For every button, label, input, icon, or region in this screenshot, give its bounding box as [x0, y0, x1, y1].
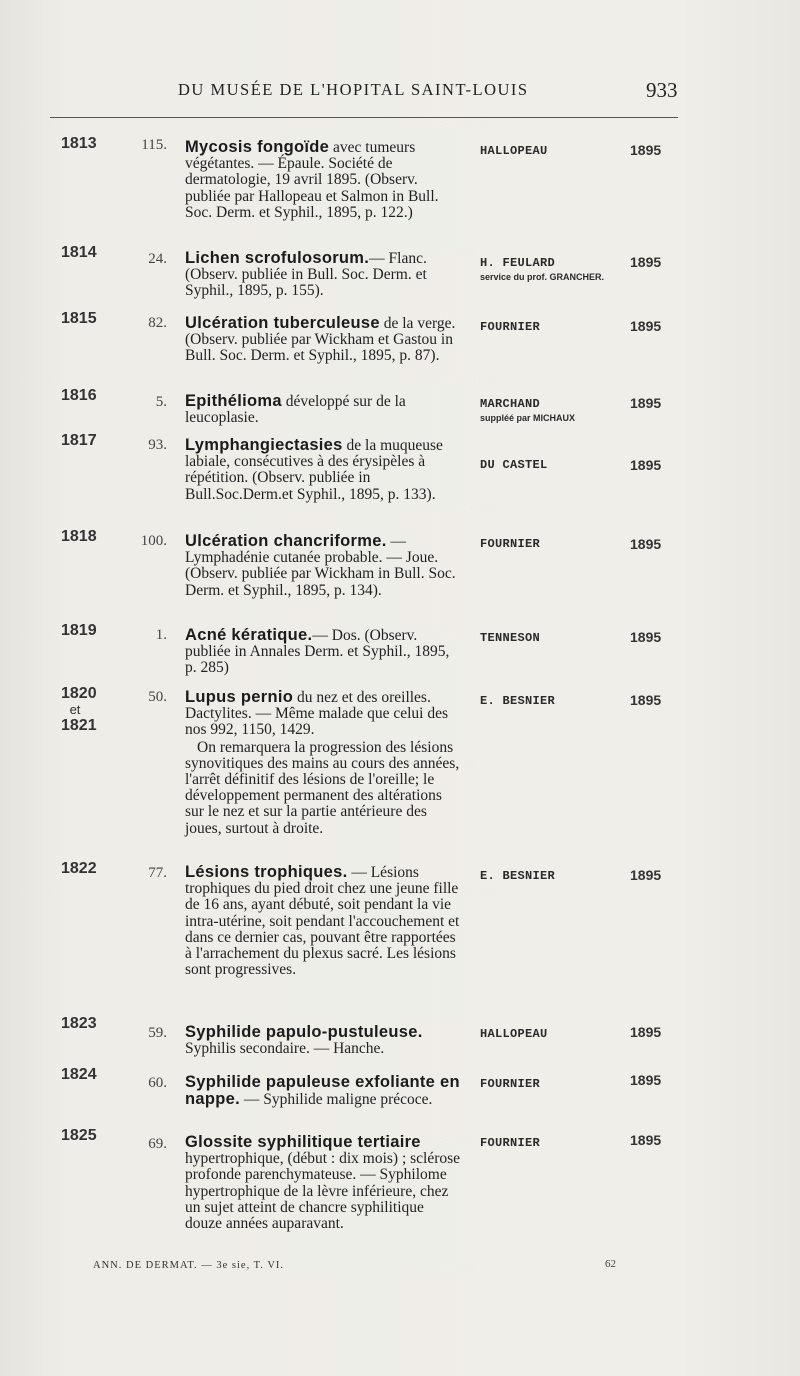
entry-author: TENNESON — [480, 631, 541, 645]
entry-author-name: H. FEULARD — [480, 256, 556, 270]
entry-title: Epithélioma — [185, 392, 282, 410]
entry-author: FOURNIER — [480, 1077, 541, 1091]
entry-author-note: suppléé par MICHAUX — [480, 413, 576, 423]
entry-number: 60. — [148, 1075, 167, 1091]
entry-number: 69. — [148, 1136, 167, 1152]
running-head: DU MUSÉE DE L'HOPITAL SAINT-LOUIS — [178, 80, 529, 99]
entry-body: hypertrophique, (début : dix mois) ; sclérose profonde parenchymateuse. — Syphilome hypertrophique de la lèvre inférieure, chez un sujet atteint de chancre syphilitique douze années auparavant. — [185, 1150, 461, 1233]
entry-title: Ulcération chancriforme. — [185, 532, 387, 550]
entry-year-second: 1821 — [61, 717, 97, 734]
entry-year: 1816 — [61, 387, 97, 404]
entry-author-year: 1895 — [630, 1024, 662, 1040]
entry-number: 115. — [141, 137, 167, 153]
entry-number: 1. — [155, 627, 167, 643]
entry-author-year: 1895 — [630, 1132, 662, 1148]
entry-author-year: 1895 — [630, 1072, 662, 1088]
entry-number: 24. — [148, 251, 167, 267]
entry-body: avec tumeurs végétantes. — Épaule. Société de dermatologie, 19 avril 1895. (Observ. publiée par Hallopeau et Salmon in Bull. Soc. Derm. et Syphil., 1895, p. 122.) — [185, 139, 439, 221]
page-number: 933 — [646, 78, 678, 102]
entry-number: 5. — [155, 394, 167, 410]
entry-body: — Syphilide maligne précoce. — [239, 1091, 433, 1109]
entry-year: 1817 — [61, 432, 97, 449]
entry-author-name: MARCHAND — [480, 397, 541, 411]
entry-author-year: 1895 — [630, 692, 662, 708]
entry-year: 1820 — [61, 685, 97, 702]
entry-author-year: 1895 — [630, 142, 662, 158]
entry-body: — Flanc. (Observ. publiée in Bull. Soc. Derm. et Syphil., 1895, p. 155). — [185, 250, 427, 300]
entry-title: Acné kératique. — [185, 626, 313, 644]
entry-year: 1818 — [61, 528, 97, 545]
entry-title: Syphilide papulo-pustuleuse. — [185, 1023, 423, 1041]
entry-body: de la verge. (Observ. publiée par Wickham et Gastou in Bull. Soc. Derm. et Syphil., 1895, p. 87). — [185, 315, 456, 365]
entry-description — [185, 315, 461, 365]
entry-year: 1824 — [61, 1066, 97, 1083]
entry-body: Syphilis secondaire. — Hanche. — [185, 1040, 385, 1058]
entry-title: Lésions trophiques. — [185, 863, 348, 881]
entry-year: 1813 — [61, 135, 97, 152]
entry-author — [480, 256, 630, 282]
entry-description — [185, 437, 461, 503]
entry-description — [185, 139, 461, 221]
entry-description — [185, 1074, 461, 1108]
entry-year: 1825 — [61, 1127, 97, 1144]
entry-author-year: 1895 — [630, 867, 662, 883]
entry-title: Lupus pernio — [185, 688, 294, 706]
entry-title: Lymphangiectasies — [185, 436, 343, 454]
entry-description — [185, 689, 461, 837]
entry-author-year: 1895 — [630, 254, 662, 270]
entry-title: Mycosis fongoïde — [185, 138, 330, 156]
entry-number: 50. — [148, 689, 167, 705]
entry-description — [185, 533, 461, 599]
entry-body: — Lymphadénie cutanée probable. — Joue. (Observ. publiée par Wickham in Bull. Soc. Derm. et Syphil., 1895, p. 134). — [185, 533, 456, 599]
entry-title: Syphilide papuleuse exfoliante en nappe. — [185, 1073, 460, 1109]
footer-journal-reference: ANN. DE DERMAT. — 3e sie, T. VI. — [93, 1260, 285, 1271]
entry-number: 93. — [148, 437, 167, 453]
header-rule — [50, 117, 678, 118]
entry-author-year: 1895 — [630, 457, 662, 473]
entry-body: de la muqueuse labiale, consécutives à des érysipèles à répétition. (Observ. publiée in Bull.Soc.Derm.et Syphil., 1895, p. 133). — [185, 437, 443, 503]
entry-year: 1822 — [61, 860, 97, 877]
entry-description — [185, 1024, 461, 1057]
entry-title: Ulcération tuberculeuse — [185, 314, 380, 332]
entry-author-year: 1895 — [630, 629, 662, 645]
entry-number: 59. — [148, 1025, 167, 1041]
entry-author-year: 1895 — [630, 536, 662, 552]
entry-author: HALLOPEAU — [480, 1027, 548, 1041]
entry-author: E. BESNIER — [480, 869, 556, 883]
entry-author: E. BESNIER — [480, 694, 556, 708]
entry-description — [185, 627, 461, 677]
entry-year: 1823 — [61, 1015, 97, 1032]
entry-title: Lichen scrofulosorum. — [185, 249, 370, 267]
entry-number: 77. — [148, 865, 167, 881]
entry-body: développé sur de la leucoplasie. — [185, 393, 406, 427]
entry-number: 82. — [148, 315, 167, 331]
entry-year: 1819 — [61, 622, 97, 639]
entry-author: FOURNIER — [480, 537, 541, 551]
entry-author-year: 1895 — [630, 395, 662, 411]
entry-note: On remarquera la progression des lésions synovitiques des mains au cours des années, l'arrêt définitif des lésions de l'oreille; le développement permanent des altérations sur le nez et sur la partie antérieure des joues, surtout à droite. — [185, 738, 460, 837]
entry-year: 1814 — [61, 244, 97, 261]
entry-author: DU CASTEL — [480, 458, 548, 472]
entry-author: FOURNIER — [480, 1136, 541, 1150]
entry-title: Glossite syphilitique tertiaire — [185, 1133, 421, 1151]
entry-body: — Dos. (Observ. publiée in Annales Derm. et Syphil., 1895, p. 285) — [185, 627, 450, 677]
entry-description — [185, 864, 461, 978]
entry-description — [185, 393, 461, 426]
entry-author — [480, 397, 630, 423]
entry-description — [185, 250, 461, 300]
entry-author-year: 1895 — [630, 318, 662, 334]
entry-author: HALLOPEAU — [480, 144, 548, 158]
entry-number: 100. — [140, 533, 167, 549]
entry-description — [185, 1134, 461, 1232]
footer-signature-mark: 62 — [605, 1258, 616, 1270]
entry-year: 1815 — [61, 310, 97, 327]
entry-author: FOURNIER — [480, 320, 541, 334]
entry-body: du nez et des oreilles. Dactylites. — Même malade que celui des nos 992, 1150, 1429. — [185, 689, 448, 739]
entry-year-conjunction: et — [69, 702, 81, 717]
entry-year-group — [61, 685, 97, 735]
entry-author-note: service du prof. GRANCHER. — [480, 272, 605, 282]
entry-body: — Lésions trophiques du pied droit chez une jeune fille de 16 ans, ayant débuté, soit pendant la vie intra-utérine, soit pendant l'accouchement et dans ce dernier cas, pouvant être rapportées à l'arrachement du plexus sacré. Les lésions sont progressives. — [185, 864, 460, 979]
